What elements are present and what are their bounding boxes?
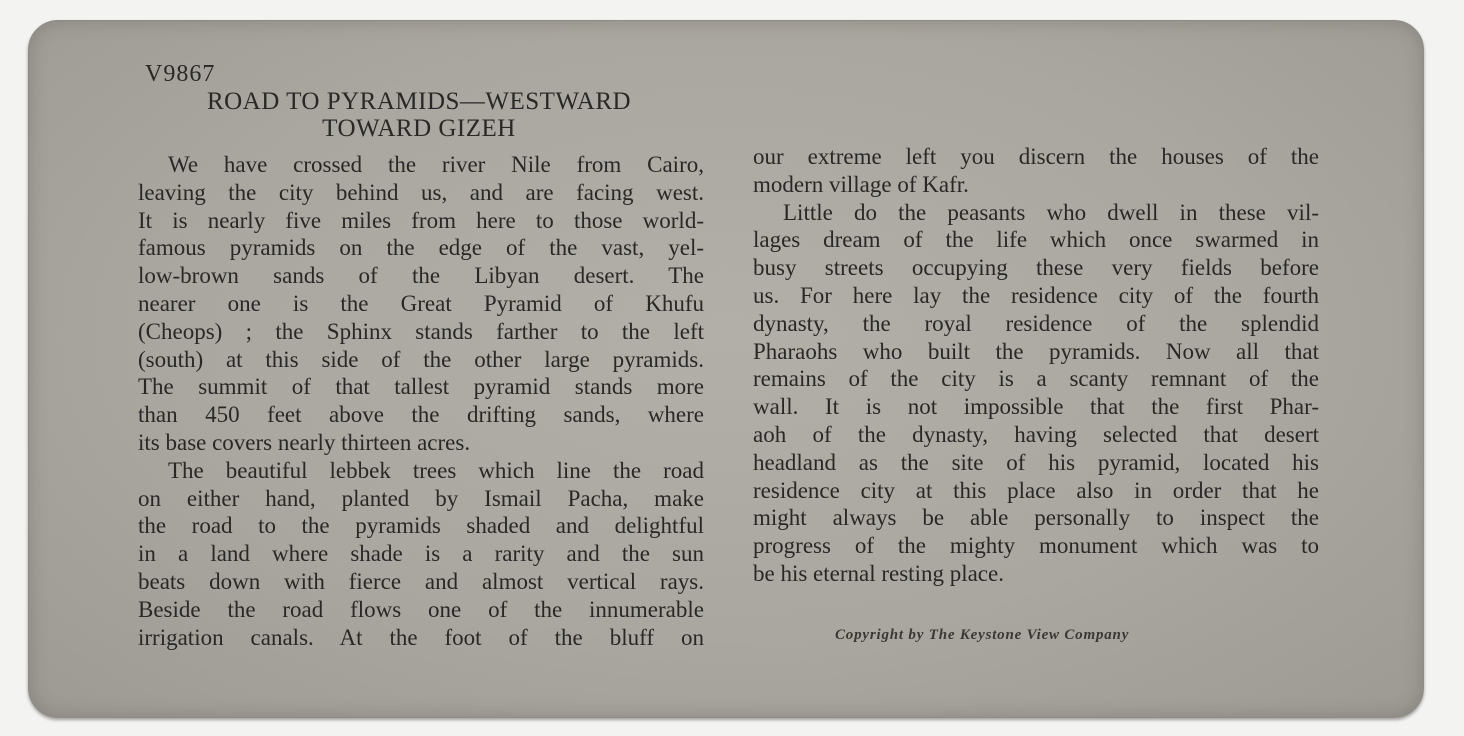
text-line: (Cheops) ; the Sphinx stands farther to the left xyxy=(138,318,704,344)
text-line: on either hand, planted by Ismail Pacha, make xyxy=(138,485,704,511)
copyright-notice: Copyright by The Keystone View Company xyxy=(835,627,1130,643)
text-line: Pharaohs who built the pyramids. Now all that xyxy=(753,338,1319,364)
text-line: Little do the peasants who dwell in these vil- xyxy=(783,199,1319,225)
text-line: leaving the city behind us, and are facing west. xyxy=(138,179,704,205)
title-line: TOWARD GIZEH xyxy=(322,115,516,142)
text-line: headland as the site of his pyramid, located his xyxy=(753,449,1319,475)
title-line: ROAD TO PYRAMIDS—WESTWARD xyxy=(206,88,632,115)
text-column-left xyxy=(138,151,704,651)
text-line: dynasty, the royal residence of the splendid xyxy=(753,310,1319,336)
text-line: irrigation canals. At the foot of the bluff on xyxy=(138,624,704,650)
text-line: The beautiful lebbek trees which line the road xyxy=(168,457,704,483)
card-title xyxy=(139,88,699,142)
stereoview-card-back xyxy=(28,20,1424,718)
text-line: We have crossed the river Nile from Cairo, xyxy=(168,152,704,177)
text-line: The summit of that tallest pyramid stands more xyxy=(138,374,704,400)
text-line: us. For here lay the residence city of the fourth xyxy=(753,282,1319,308)
text-line: beats down with fierce and almost vertical rays. xyxy=(138,568,704,594)
text-line: Beside the road flows one of the innumerable xyxy=(138,596,704,622)
text-line: the road to the pyramids shaded and delightful xyxy=(138,513,704,539)
text-line: be his eternal resting place. xyxy=(753,560,1004,586)
card-catalog-number: V9867 xyxy=(145,61,216,87)
text-line: It is nearly five miles from here to those world- xyxy=(138,207,704,233)
text-line: nearer one is the Great Pyramid of Khufu xyxy=(138,290,704,316)
text-line: progress of the mighty monument which was to xyxy=(753,533,1319,559)
text-line: aoh of the dynasty, having selected that desert xyxy=(753,421,1319,447)
text-line: its base covers nearly thirteen acres. xyxy=(138,429,471,455)
text-line: might always be able personally to inspect the xyxy=(753,505,1319,531)
text-line: than 450 feet above the drifting sands, where xyxy=(138,402,704,428)
text-line: busy streets occupying these very fields before xyxy=(753,255,1319,281)
text-column-right xyxy=(753,143,1319,588)
text-line: wall. It is not impossible that the first Phar- xyxy=(753,394,1319,420)
text-line: remains of the city is a scanty remnant of the xyxy=(753,366,1319,392)
text-line: in a land where shade is a rarity and the sun xyxy=(138,541,704,567)
text-line: (south) at this side of the other large pyramids. xyxy=(138,346,704,372)
text-line: our extreme left you discern the houses of the xyxy=(753,144,1319,169)
text-line: low-brown sands of the Libyan desert. The xyxy=(138,263,704,289)
text-line: modern village of Kafr. xyxy=(753,171,969,197)
text-line: lages dream of the life which once swarmed in xyxy=(753,227,1319,253)
text-line: famous pyramids on the edge of the vast, yel- xyxy=(138,235,704,261)
text-line: residence city at this place also in order that he xyxy=(753,477,1319,503)
